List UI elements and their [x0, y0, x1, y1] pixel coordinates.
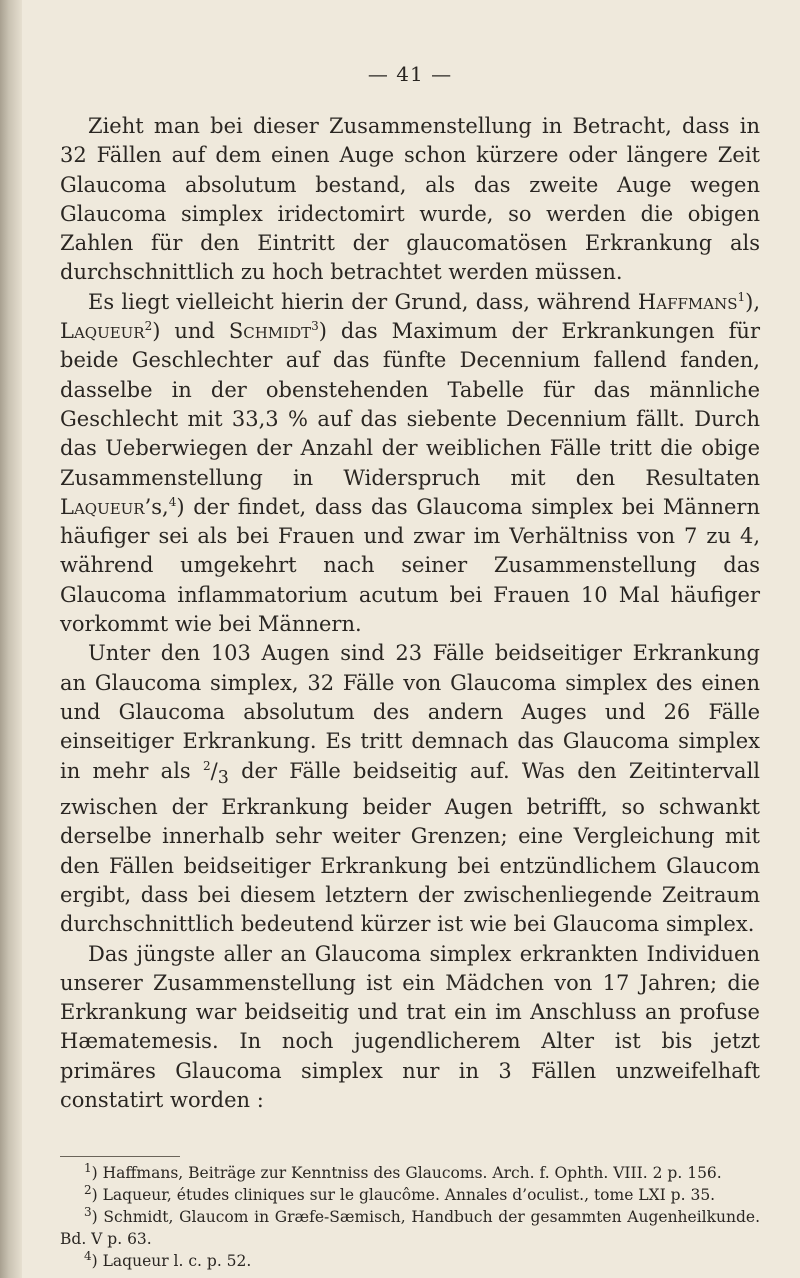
footnote [60, 1206, 760, 1250]
footnotes [60, 1162, 760, 1272]
paragraph [60, 288, 760, 640]
text-segment: ), [745, 289, 760, 314]
footnote [60, 1184, 760, 1206]
text-segment: Das jüngste aller an Glaucoma simplex erkrankten Individuen unserer Zusammenstellung ist ein Mädchen von 17 Jahren; die Erkrankung war beidseitig und trat ein im Anschluss an profuse Hæmatemesis. In noch jugendlicherem Alter ist bis jetzt primäres Glaucoma simplex nur in 3 Fällen unzweifelhaft constatirt worden : [60, 941, 760, 1112]
text-segment: Haffmans [637, 289, 738, 314]
page-binding-edge [0, 0, 22, 1278]
text-segment: / [210, 758, 218, 783]
footnote-mark: 3 [311, 319, 319, 334]
footnote-text: Laqueur l. c. p. 52. [102, 1252, 252, 1270]
text-segment: ) und [152, 319, 229, 344]
footnote-paren: ) [91, 1208, 104, 1226]
footnote-mark: 2 [202, 758, 211, 773]
footnote-text: Schmidt, Glaucom in Græfe-Sæmisch, Handbuch der gesammten Augenheilkunde. Bd. V p. 63. [60, 1208, 760, 1248]
paragraph [60, 940, 760, 1116]
footnote [60, 1162, 760, 1184]
footnote [60, 1250, 760, 1272]
footnote-number: 3 [84, 1204, 92, 1219]
footnote-number: 2 [84, 1182, 92, 1197]
footnote-separator [60, 1156, 180, 1157]
text-segment: ) der findet, dass das Glaucoma simplex bei Männern häufiger sei als bei Frauen und zwar im Verhältniss von 7 zu 4, während umgekehrt nach seiner Zusammenstellung das Glaucoma inflammatorium acutum bei Frauen 10 Mal häufiger vorkommt wie bei Männern. [60, 494, 760, 637]
text-segment: Laqueur [60, 319, 145, 344]
body-text [60, 112, 760, 1115]
footnote-number: 4 [84, 1248, 92, 1263]
footnote-text: Haffmans, Beiträge zur Kenntniss des Glaucoms. Arch. f. Ophth. VIII. 2 p. 156. [102, 1164, 722, 1182]
footnote-paren: ) [91, 1164, 103, 1182]
paragraph [60, 112, 760, 288]
footnote-paren: ) [91, 1252, 103, 1270]
text-segment: Zieht man bei dieser Zusammenstellung in Betracht, dass in 32 Fällen auf dem einen Auge schon kürzere oder längere Zeit Glaucoma absolutum bestand, als das zweite Auge wegen Glaucoma simplex iridectomirt wurde, so werden die obigen Zahlen für den Eintritt der glaucomatösen Erkrankung als durchschnittlich zu hoch betrachtet werden müssen. [60, 114, 760, 285]
text-segment: Unter den 103 Augen sind 23 Fälle beidseitiger Erkrankung an Glaucoma simplex, 32 Fälle von Glaucoma simplex des einen und Glaucoma absolutum des andern Auges und 26 Fälle einseitiger Erkrankung. Es tritt demnach das Glaucoma simplex in mehr als [60, 641, 760, 783]
footnote-mark: 1 [737, 289, 746, 304]
text-segment: Laqueur [60, 494, 145, 519]
text-segment: Es liegt vielleicht hierin der Grund, dass, während [88, 289, 638, 314]
text-segment: ) das Maximum der Erkrankungen für beide Geschlechter auf das fünfte Decennium fallend fanden, dasselbe in der obenstehenden Tabelle für das männliche Geschlecht mit 33,3 % auf das siebente Decennium fällt. Durch das Ueberwiegen der Anzahl der weiblichen Fälle tritt die obige Zusammenstellung in Widerspruch mit den Resultaten [60, 319, 760, 490]
paragraph [60, 639, 760, 939]
text-segment: Schmidt [228, 319, 312, 344]
footnote-mark: 2 [144, 319, 153, 334]
footnote-mark: 3 [217, 767, 229, 788]
footnote-mark: 4 [168, 494, 177, 509]
page-number: — 41 — [367, 62, 453, 86]
footnote-number: 1 [84, 1160, 92, 1175]
footnote-paren: ) [91, 1186, 103, 1204]
text-segment: ’s, [144, 494, 169, 519]
footnote-text: Laqueur, études cliniques sur le glaucôme. Annales d’oculist., tome LXI p. 35. [102, 1186, 716, 1204]
text-segment: der Fälle beidseitig auf. Was den Zeitintervall zwischen der Erkrankung beider Augen betrifft, so schwankt derselbe innerhalb sehr weiter Grenzen; eine Vergleichung mit den Fällen beidseitiger Erkrankung bei entzündlichem Glaucom ergibt, dass bei diesem letztern der zwischenliegende Zeitraum durchschnittlich bedeutend kürzer ist wie bei Glaucoma simplex. [60, 758, 761, 937]
